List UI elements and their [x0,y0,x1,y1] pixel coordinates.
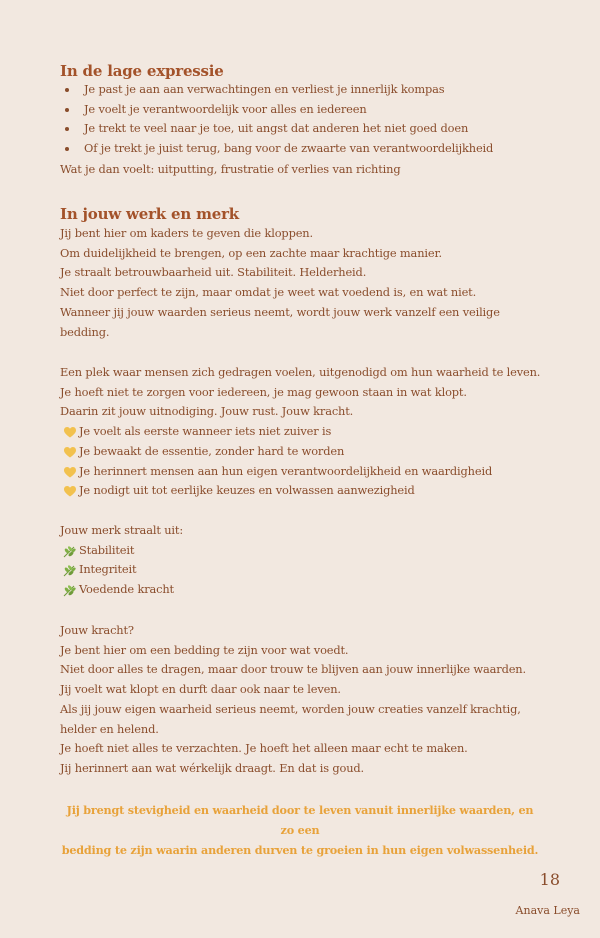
list-item-text: Je past je aan aan verwachtingen en verliest je innerlijk kompas [84,82,445,96]
yellow-heart-icon [64,447,76,458]
text-line: Jij bent hier om kaders te geven die kloppen. [60,226,313,240]
werk-paragraph-1 [60,224,500,342]
herb-leaf-icon [63,545,76,558]
list-item-text: Je voelt als eerste wanneer iets niet zuiver is [79,424,332,439]
text-line: Niet door alles te dragen, maar door trouw te blijven aan jouw innerlijke waarden. [60,662,526,677]
bullet-dot-icon [65,127,69,131]
section-heading-lage-expressie: In de lage expressie [60,62,224,80]
list-item [60,560,183,580]
merk-intro: Jouw merk straalt uit: [60,523,184,537]
list-item [60,541,183,561]
bullet-dot-icon [65,108,69,112]
text-line: Daarin zit jouw uitnodiging. Jouw rust. Jouw kracht. [60,404,354,419]
herb-leaf-icon [63,584,76,597]
list-item [60,100,493,120]
text-line: Een plek waar mensen zich gedragen voelen, uitgenodigd om hun waarheid te leven. [60,365,541,379]
list-item [60,119,493,139]
author-name: Anava Leya [515,904,580,917]
text-line: Wanneer jij jouw waarden serieus neemt, wordt jouw werk vanzelf een veilige [60,304,500,319]
closing-quote [60,800,540,860]
section-heading-werk-en-merk: In jouw werk en merk [60,205,239,223]
list-item [60,462,540,482]
text-line: Jouw kracht? [60,623,134,637]
text-line: helder en helend. [60,721,159,736]
list-item [60,80,493,100]
bullet-dot-icon [65,88,69,92]
werk-paragraph-2 [60,363,540,501]
lage-expressie-summary: Wat je dan voelt: uitputting, frustratie of verlies van richting [60,162,401,176]
text-line: Je straalt betrouwbaarheid uit. Stabiliteit. Helderheid. [60,265,367,280]
text-line: Je hoeft niet alles te verzachten. Je hoeft het alleen maar echt te maken. [60,741,468,756]
list-item-text: Je trekt te veel naar je toe, uit angst dat anderen het niet goed doen [84,121,469,136]
text-line: Om duidelijkheid te brengen, op een zachte maar krachtige manier. [60,245,442,260]
herb-leaf-icon [63,564,76,577]
heart-list [60,422,540,501]
list-item-text: Je voelt je verantwoordelijk voor alles en iedereen [84,101,367,116]
text-line: Je hoeft niet te zorgen voor iedereen, je mag gewoon staan in wat klopt. [60,384,467,399]
list-item-text: Integriteit [79,562,137,577]
text-line: Niet door perfect te zijn, maar omdat je weet wat voedend is, en wat niet. [60,285,477,300]
list-item [60,139,493,159]
list-item [60,481,540,501]
list-item-text: Je herinnert mensen aan hun eigen verantwoordelijkheid en waardigheid [79,463,493,478]
bullet-dot-icon [65,147,69,151]
yellow-heart-icon [64,467,76,478]
yellow-heart-icon [64,486,76,497]
quote-line: Jij brengt stevigheid en waarheid door te leven vanuit innerlijke waarden, en zo een [66,803,534,837]
list-item-text: Voedende kracht [79,582,174,597]
list-item-text: Of je trekt je juist terug, bang voor de zwaarte van verantwoordelijkheid [84,141,494,156]
text-line: Als jij jouw eigen waarheid serieus neemt, worden jouw creaties vanzelf krachtig, [60,701,521,716]
page-number: 18 [539,870,560,889]
list-item-text: Je nodigt uit tot eerlijke keuzes en volwassen aanwezigheid [79,483,415,498]
quote-line: bedding te zijn waarin anderen durven te groeien in hun eigen volwassenheid. [61,843,539,857]
list-item [60,580,183,600]
list-item-text: Je bewaakt de essentie, zonder hard te worden [79,443,345,458]
merk-block [60,521,183,600]
lage-expressie-list [60,80,493,159]
list-item-text: Stabiliteit [79,542,135,557]
text-line: Je bent hier om een bedding te zijn voor wat voedt. [60,642,349,657]
text-line: bedding. [60,324,110,339]
text-line: Jij voelt wat klopt en durft daar ook naar te leven. [60,682,341,697]
yellow-heart-icon [64,427,76,438]
list-item [60,442,540,462]
merk-list [60,541,183,600]
text-line: Jij herinnert aan wat wérkelijk draagt. En dat is goud. [60,760,365,775]
list-item [60,422,540,442]
kracht-paragraph [60,621,526,779]
